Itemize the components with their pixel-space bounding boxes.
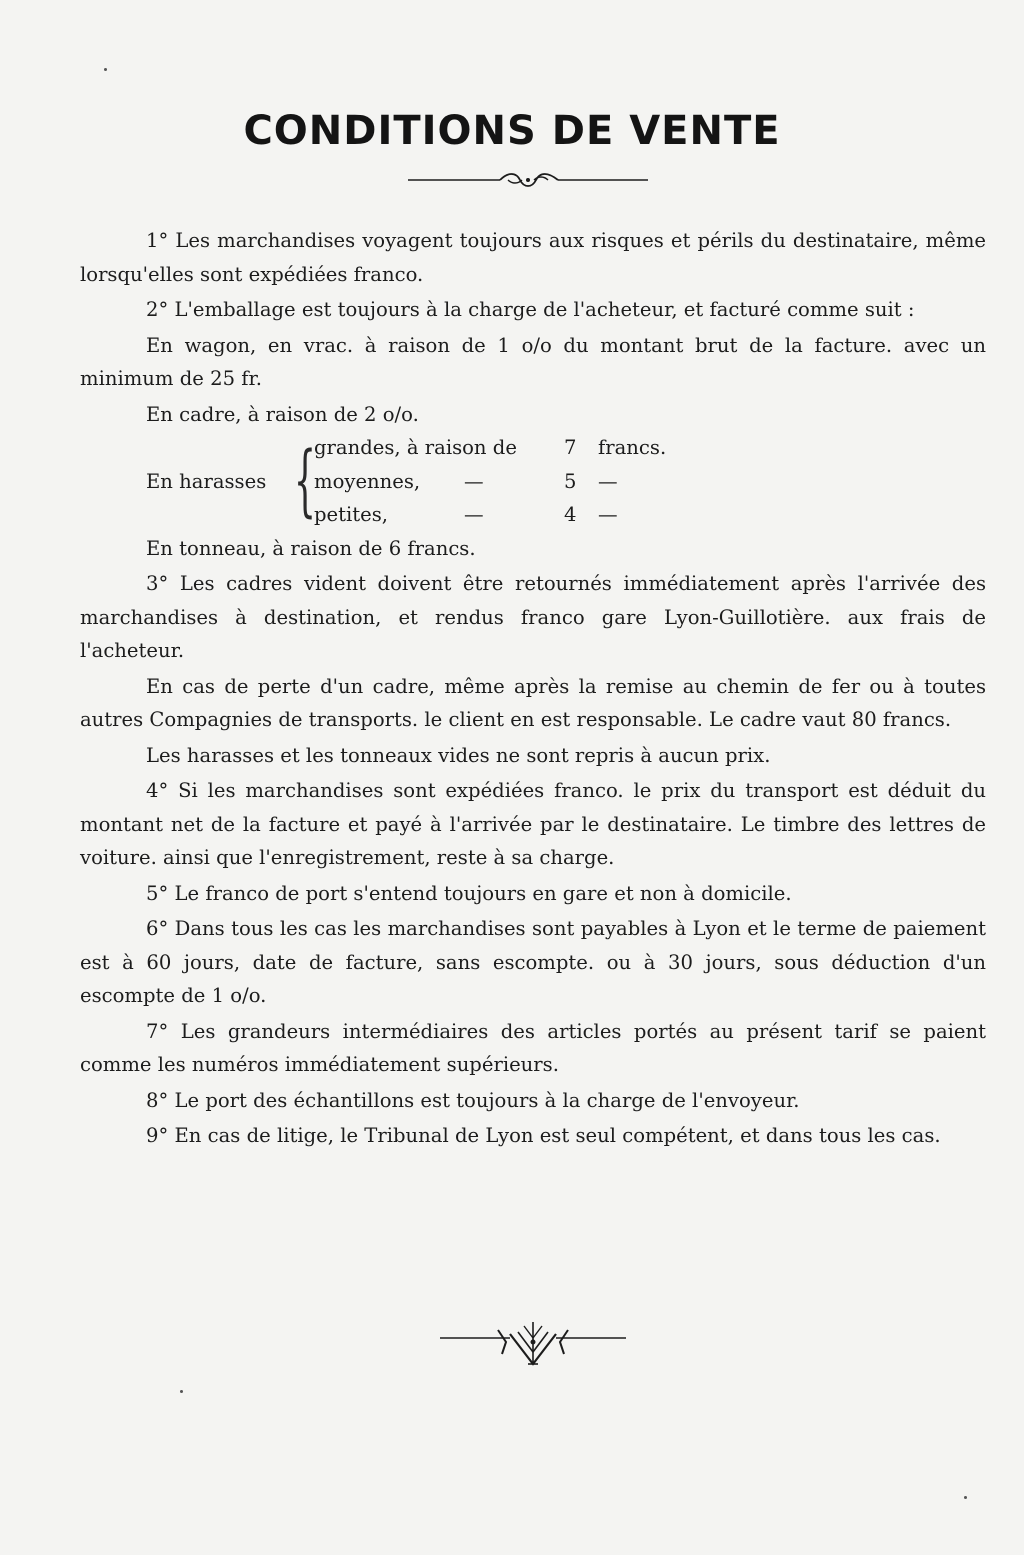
condition-3-harasses: Les harasses et les tonneaux vides ne sont repris à aucun prix. (146, 743, 771, 767)
harasses-dash: — (464, 503, 484, 526)
paper-speck (964, 1496, 967, 1499)
harasses-table (146, 431, 986, 532)
brace-symbol: { (293, 436, 317, 527)
harasses-row-petites (314, 498, 666, 532)
paper-speck (104, 68, 107, 71)
page-title: CONDITIONS DE VENTE (243, 108, 781, 154)
condition-6: 6° Dans tous les cas les marchandises sont payables à Lyon et le terme de paiement est à 60 jours, date de facture, sans escompte. ou à 30 jours, sous déduction d'un escompte de 1 o/o. (80, 917, 986, 1007)
condition-2-cadre: En cadre, à raison de 2 o/o. (146, 402, 419, 426)
condition-1: 1° Les marchandises voyagent toujours aux risques et périls du destinataire, même lorsqu'elles sont expédiées franco. (80, 229, 986, 286)
harasses-label: En harasses (146, 469, 267, 493)
harasses-row-grandes (314, 431, 666, 465)
conditions-text (80, 224, 986, 1155)
harasses-price: 4 (564, 503, 577, 526)
title-flourish-ornament (408, 170, 648, 190)
harasses-price: 7 (564, 436, 577, 459)
harasses-unit: — (598, 503, 618, 526)
harasses-size: moyennes, (314, 469, 421, 493)
condition-2-tonneau: En tonneau, à raison de 6 francs. (146, 536, 476, 560)
paper-speck (180, 1390, 183, 1393)
condition-8: 8° Le port des échantillons est toujours à la charge de l'envoyeur. (146, 1088, 800, 1112)
harasses-row-moyennes (314, 465, 666, 499)
harasses-size: petites, (314, 503, 389, 526)
condition-2: 2° L'emballage est toujours à la charge de l'acheteur, et facturé comme suit : (146, 298, 915, 321)
condition-3-perte: En cas de perte d'un cadre, même après la remise au chemin de fer ou à toutes autres Compagnies de transports. le client en est responsable. Le cadre vaut 80 francs. (80, 674, 986, 731)
bottom-decorative-ornament (440, 1320, 626, 1372)
harasses-unit: francs. (598, 436, 667, 459)
condition-5: 5° Le franco de port s'entend toujours en gare et non à domicile. (146, 881, 792, 905)
condition-4: 4° Si les marchandises sont expédiées franco. le prix du transport est déduit du montant net de la facture et payé à l'arrivée par le destinataire. Le timbre des lettres de voiture. ainsi que l'enregistrement, reste à sa charge. (80, 779, 986, 869)
condition-2-wagon: En wagon, en vrac. à raison de 1 o/o du montant brut de la facture. avec un minimum de 25 fr. (80, 333, 986, 390)
harasses-rows (314, 431, 666, 532)
harasses-price: 5 (564, 469, 577, 493)
harasses-dash: — (464, 469, 484, 493)
condition-3: 3° Les cadres vident doivent être retournés immédiatement après l'arrivée des marchandises à destination, et rendus franco gare Lyon-Guillotière. aux frais de l'acheteur. (80, 572, 986, 662)
harasses-size: grandes, à raison de (314, 436, 517, 459)
harasses-unit: — (598, 469, 618, 493)
condition-9: 9° En cas de litige, le Tribunal de Lyon est seul compétent, et dans tous les cas. (146, 1124, 941, 1147)
condition-7: 7° Les grandeurs intermédiaires des articles portés au présent tarif se paient comme les numéros immédiatement supérieurs. (80, 1019, 986, 1076)
